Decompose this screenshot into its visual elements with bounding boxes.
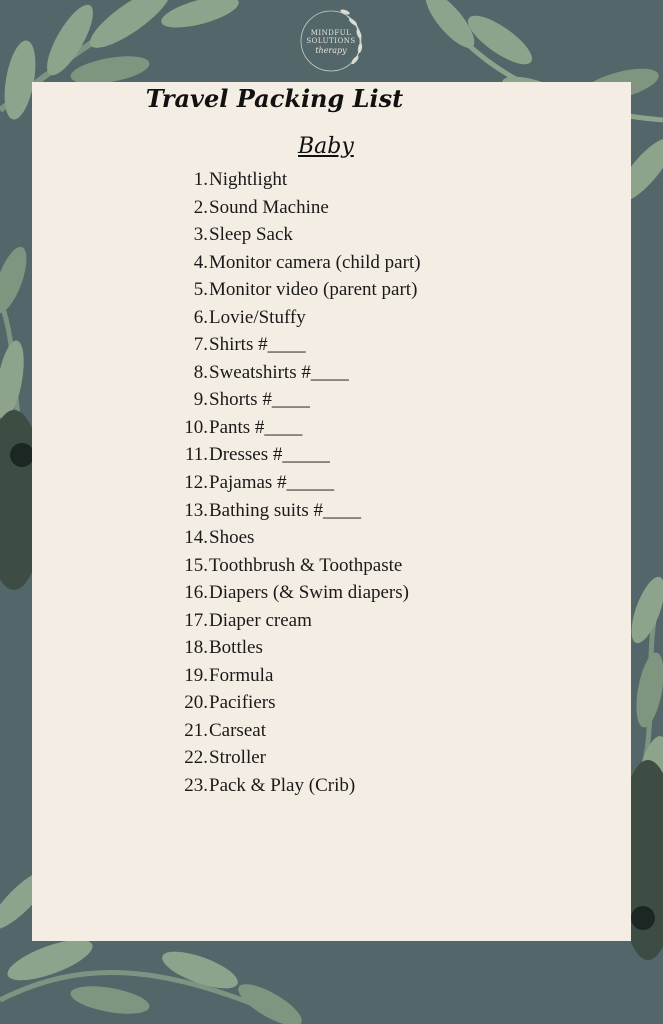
list-item-text: Shorts #____ [209,389,310,411]
list-item [32,359,631,387]
list-item-number: 18. [184,637,208,659]
page-title: Travel Packing List [145,84,404,113]
list-item-number: 21. [184,719,208,741]
list-item [32,607,631,635]
list-item-text: Diapers (& Swim diapers) [209,582,409,604]
section-heading: Baby [298,134,354,159]
list-item [32,662,631,690]
list-item-number: 1. [193,169,208,190]
list-item [32,166,631,194]
list-item-text: Pack & Play (Crib) [209,775,356,797]
list-item-text: Dresses #_____ [209,444,330,466]
list-item-text: Sweatshirts #____ [209,361,349,383]
list-item [32,772,631,800]
list-item-number: 16. [184,582,208,604]
list-item-text: Stroller [209,747,266,769]
list-item [32,634,631,662]
list-item-number: 12. [184,472,208,494]
list-item-text: Pacifiers [209,692,276,714]
list-item-number: 17. [184,609,208,631]
list-item-text: Nightlight [209,169,288,190]
list-item-number: 10. [184,416,208,438]
list-item [32,386,631,414]
list-item-text: Diaper cream [209,609,312,631]
list-item-text: Bottles [209,637,263,659]
list-item [32,276,631,304]
list-item-number: 20. [184,692,208,714]
list-item [32,194,631,222]
packing-list-card [32,82,631,941]
logo-text-line-3: therapy [315,46,347,55]
list-item-text: Pajamas #_____ [209,472,335,494]
list-item [32,524,631,552]
list-item [32,579,631,607]
logo-text-line-2: SOLUTIONS [306,37,356,45]
list-item-text: Pants #____ [209,416,303,438]
list-item-text: Sleep Sack [209,224,293,246]
list-item-text: Carseat [209,719,266,741]
list-item [32,331,631,359]
list-item-text: Lovie/Stuffy [209,306,306,328]
list-item-text: Formula [209,664,274,686]
list-item-number: 11. [184,444,208,466]
list-item [32,689,631,717]
list-item-text: Shirts #____ [209,334,306,356]
logo-text-line-1: MINDFUL [310,29,352,37]
list-item [32,221,631,249]
list-item-number: 9. [193,389,208,411]
list-item-text: Shoes [209,527,255,549]
packing-item-list [32,166,631,800]
list-item-number: 7. [193,334,208,356]
list-item-text: Monitor video (parent part) [209,279,418,301]
list-item-number: 5. [193,279,208,301]
list-item-number: 22. [184,747,208,769]
list-item-text: Toothbrush & Toothpaste [209,554,403,576]
list-item-number: 15. [184,554,208,576]
list-item [32,469,631,497]
list-item-number: 4. [193,251,208,273]
list-item-number: 19. [184,664,208,686]
list-item [32,717,631,745]
list-item [32,497,631,525]
list-item-number: 13. [184,499,208,521]
list-item [32,414,631,442]
mindful-solutions-logo [291,2,371,80]
list-item-number: 2. [193,196,208,218]
list-item [32,744,631,772]
list-item-number: 3. [193,224,208,246]
list-item [32,552,631,580]
list-item [32,304,631,332]
list-item-number: 23. [184,775,208,797]
list-item-number: 14. [184,527,208,549]
list-item-text: Sound Machine [209,196,329,218]
list-item [32,441,631,469]
list-item-text: Monitor camera (child part) [209,251,421,273]
list-item [32,249,631,277]
list-item-number: 6. [193,306,208,328]
list-item-number: 8. [193,361,208,383]
list-item-text: Bathing suits #____ [209,499,362,521]
